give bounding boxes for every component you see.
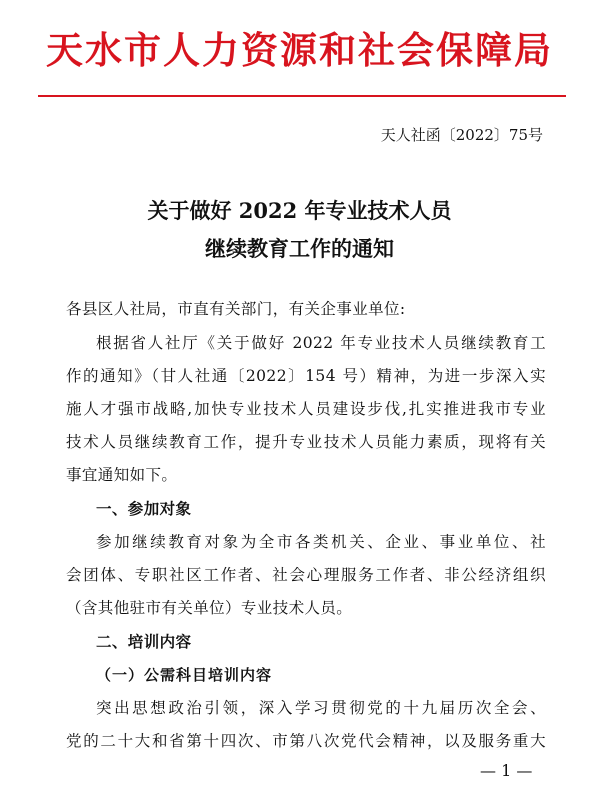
subsection-heading-public-subjects: （一）公需科目培训内容 xyxy=(96,666,273,684)
section1-line: 参加继续教育对象为全市各类机关、企业、事业单位、社 xyxy=(96,533,546,551)
intro-line: 技术人员继续教育工作，提升专业技术人员能力素质，现将有关 xyxy=(66,433,546,451)
section2-line: 党的二十大和省第十四次、市第八次党代会精神，以及服务重大 xyxy=(66,732,546,750)
intro-line: 事宜通知如下。 xyxy=(66,466,178,484)
section2-line: 突出思想政治引领，深入学习贯彻党的十九届历次全会、 xyxy=(96,699,546,717)
document-title-line-2: 继续教育工作的通知 xyxy=(205,236,394,261)
intro-line: 作的通知》（甘人社通〔2022〕154 号）精神，为进一步深入实 xyxy=(66,367,546,385)
document-title xyxy=(0,192,599,268)
page-number: — 1 — xyxy=(480,761,533,780)
document-number: 天人社函〔2022〕75号 xyxy=(380,126,543,144)
intro-line: 根据省人社厅《关于做好 2022 年专业技术人员继续教育工 xyxy=(96,334,546,352)
section1-line: 会团体、专职社区工作者、社会心理服务工作者、非公经济组织 xyxy=(66,566,546,584)
section-heading-participants: 一、参加对象 xyxy=(96,500,192,518)
intro-line: 施人才强市战略,加快专业技术人员建设步伐,扎实推进我市专业 xyxy=(66,400,546,418)
section1-line: （含其他驻市有关单位）专业技术人员。 xyxy=(66,599,353,617)
salutation: 各县区人社局，市直有关部门，有关企事业单位: xyxy=(66,300,406,318)
header-red-rule xyxy=(38,95,566,97)
agency-header-title: 天水市人力资源和社会保障局 xyxy=(46,28,553,72)
document-title-line-1: 关于做好 2022 年专业技术人员 xyxy=(147,198,452,223)
section-heading-content: 二、培训内容 xyxy=(96,633,192,651)
